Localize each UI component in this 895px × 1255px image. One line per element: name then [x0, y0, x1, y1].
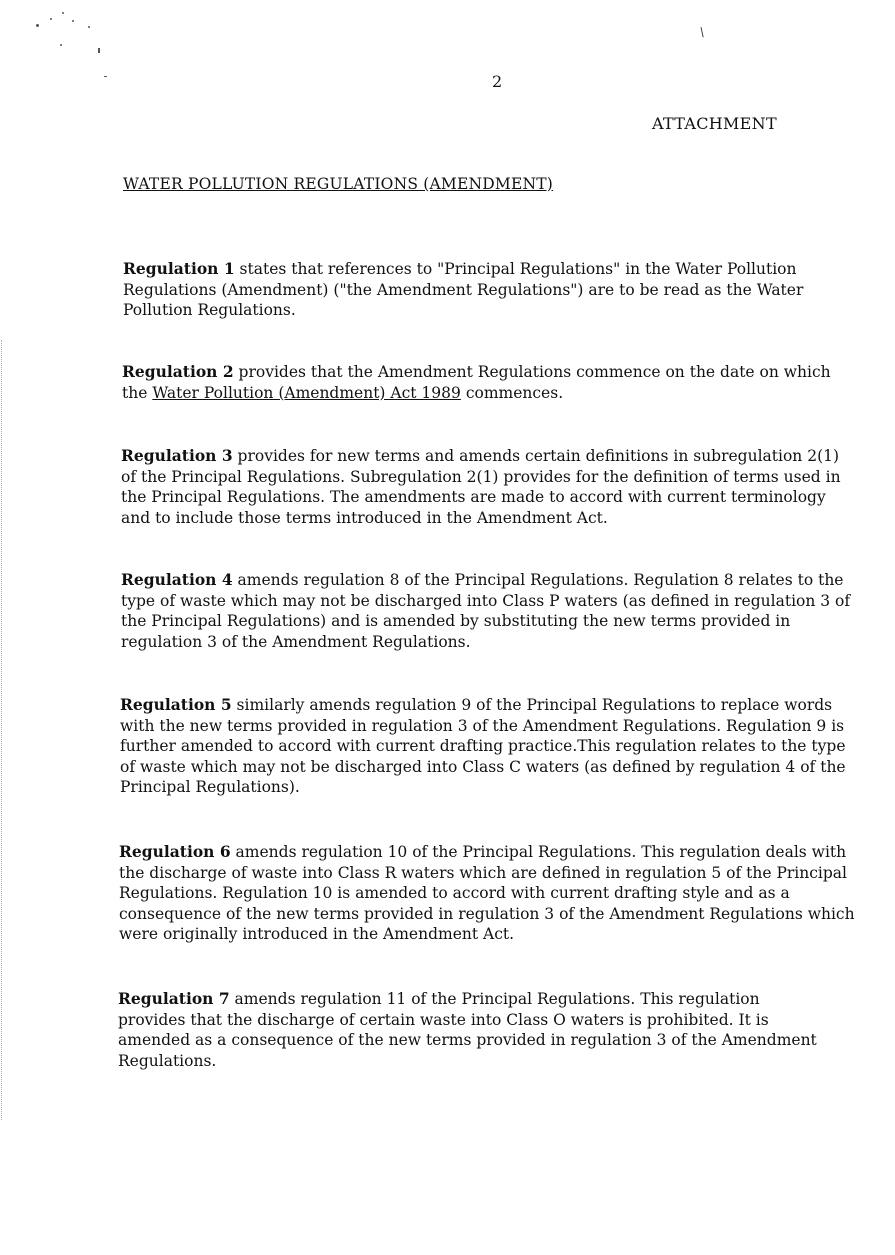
- regulation-text: provides that the Amendment Regulations commence on the date on which the: [122, 363, 831, 402]
- scan-speck: [98, 48, 100, 53]
- regulation-6-paragraph: [119, 842, 859, 945]
- scan-speck: [60, 44, 62, 46]
- scan-mark-icon: ∕: [696, 24, 708, 40]
- scan-speck: [50, 18, 52, 20]
- scan-speck: [72, 20, 74, 22]
- regulation-label: Regulation 3: [121, 446, 233, 465]
- regulation-label: Regulation 5: [120, 695, 232, 714]
- regulation-7-paragraph: [118, 989, 818, 1071]
- regulation-3-paragraph: [121, 446, 851, 528]
- scan-speck: [104, 76, 107, 77]
- regulation-label: Regulation 6: [119, 842, 231, 861]
- regulation-1-paragraph: [123, 259, 853, 321]
- scan-speck: [36, 24, 39, 27]
- regulation-text: amends regulation 11 of the Principal Regulations. This regulation provides that the discharge of certain waste into Class O waters is prohibited. It is amended as a consequence of the new terms provided in regulation 3 of the Amendment Regulations.: [118, 990, 817, 1070]
- regulation-label: Regulation 7: [118, 989, 230, 1008]
- regulation-text: states that references to "Principal Regulations" in the Water Pollution Regulations (Amendment) ("the Amendment Regulations") are to be read as the Water Pollution Regulations.: [123, 260, 804, 319]
- regulation-text: amends regulation 10 of the Principal Regulations. This regulation deals with the discharge of waste into Class R waters which are defined in regulation 5 of the Principal Regulations. Regulation 10 is amended to accord with current drafting style and as a consequence of the new terms provided in regulation 3 of the Amendment Regulations which were originally introduced in the Amendment Act.: [119, 843, 855, 943]
- regulation-text: amends regulation 8 of the Principal Regulations. Regulation 8 relates to the type of waste which may not be discharged into Class P waters (as defined in regulation 3 of the Principal Regulations) and is amended by substituting the new terms provided in regulation 3 of the Amendment Regulations.: [121, 571, 851, 651]
- regulation-text: similarly amends regulation 9 of the Principal Regulations to replace words with the new terms provided in regulation 3 of the Amendment Regulations. Regulation 9 is further amended to accord with current drafting practice.This regulation relates to the type of waste which may not be discharged into Class C waters (as defined by regulation 4 of the Principal Regulations).: [120, 696, 846, 796]
- regulation-text: commences.: [460, 383, 564, 402]
- page-number: 2: [492, 72, 503, 91]
- act-reference: Water Pollution (Amendment) Act 1989: [152, 383, 461, 402]
- regulation-2-paragraph: [122, 362, 842, 403]
- regulation-label: Regulation 2: [122, 362, 234, 381]
- regulation-label: Regulation 1: [123, 259, 235, 278]
- scan-speck: [62, 12, 64, 14]
- attachment-label: ATTACHMENT: [652, 114, 777, 133]
- regulation-5-paragraph: [120, 695, 850, 798]
- regulation-label: Regulation 4: [121, 570, 233, 589]
- scan-speck: [88, 26, 90, 28]
- document-title: WATER POLLUTION REGULATIONS (AMENDMENT): [123, 175, 554, 193]
- scan-edge-line: [1, 340, 3, 1120]
- regulation-4-paragraph: [121, 570, 851, 652]
- regulation-text: provides for new terms and amends certain definitions in subregulation 2(1) of the Principal Regulations. Subregulation 2(1) provides for the definition of terms used in the Principal Regulations. The amendments are made to accord with current terminology and to include those terms introduced in the Amendment Act.: [121, 447, 841, 527]
